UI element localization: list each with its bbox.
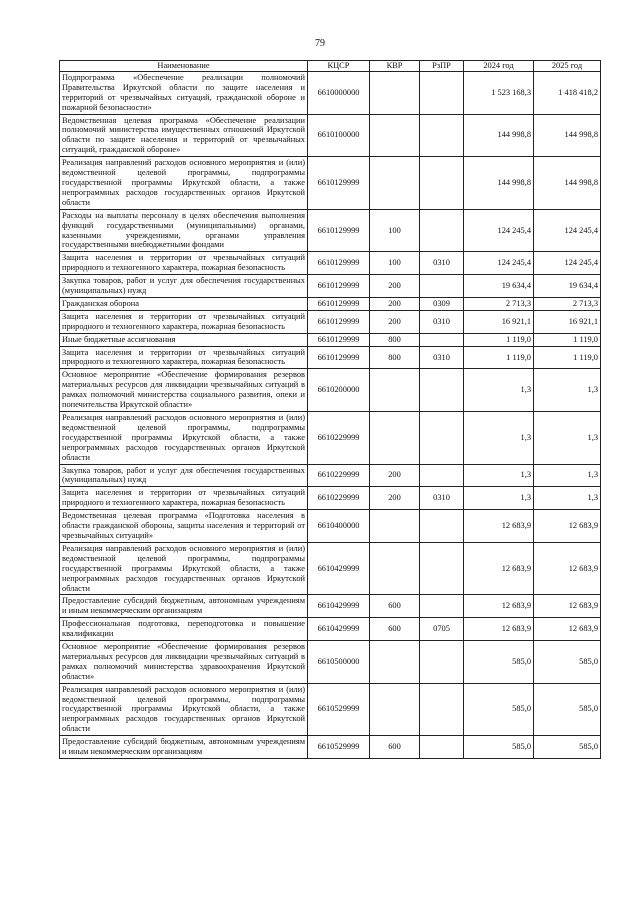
table-row (60, 209, 601, 252)
row-kvr-cell: 200 (370, 464, 420, 487)
row-2025-cell: 1,3 (534, 464, 601, 487)
row-rzpr-cell (420, 464, 464, 487)
table-row (60, 275, 601, 298)
row-kvr-cell: 600 (370, 736, 420, 759)
row-2025-cell: 12 683,9 (534, 542, 601, 595)
row-kvr-cell (370, 369, 420, 412)
row-name-cell: Реализация направлений расходов основного мероприятия и (или) ведомственной целевой программы, подпрограммы государственной программы Иркутской области, а также непрограммных расходов государственных органов Иркутской области (60, 412, 308, 465)
row-2024-cell: 12 683,9 (464, 542, 534, 595)
row-kcsr-cell: 6610529999 (308, 683, 370, 736)
row-2024-cell: 585,0 (464, 641, 534, 684)
table-row (60, 157, 601, 210)
row-kcsr-cell: 6610000000 (308, 71, 370, 114)
row-rzpr-cell: 0310 (420, 310, 464, 333)
row-2025-cell: 585,0 (534, 736, 601, 759)
row-kcsr-cell: 6610529999 (308, 736, 370, 759)
table-row (60, 346, 601, 369)
row-name-cell: Подпрограмма «Обеспечение реализации полномочий Правительства Иркутской области по защите населения и территорий от чрезвычайных ситуаций, гражданской обороне и пожарной безопасности» (60, 71, 308, 114)
row-2024-cell: 1 119,0 (464, 333, 534, 346)
header-name: Наименование (60, 61, 308, 72)
row-2025-cell: 12 683,9 (534, 510, 601, 543)
row-kcsr-cell: 6610429999 (308, 595, 370, 618)
row-kcsr-cell: 6610429999 (308, 542, 370, 595)
row-name-cell: Предоставление субсидий бюджетным, автономным учреждениям и иным некоммерческим организациям (60, 736, 308, 759)
row-2025-cell: 144 998,8 (534, 157, 601, 210)
row-2025-cell: 1,3 (534, 412, 601, 465)
row-kcsr-cell: 6610100000 (308, 114, 370, 157)
row-rzpr-cell (420, 275, 464, 298)
row-2024-cell: 1,3 (464, 412, 534, 465)
row-2025-cell: 19 634,4 (534, 275, 601, 298)
row-2025-cell: 1,3 (534, 487, 601, 510)
table-row (60, 542, 601, 595)
row-name-cell: Закупка товаров, работ и услуг для обеспечения государственных (муниципальных) нужд (60, 275, 308, 298)
table-row (60, 736, 601, 759)
row-rzpr-cell (420, 595, 464, 618)
row-rzpr-cell (420, 71, 464, 114)
row-rzpr-cell (420, 333, 464, 346)
row-2024-cell: 12 683,9 (464, 510, 534, 543)
header-rzpr: РзПР (420, 61, 464, 72)
row-2024-cell: 144 998,8 (464, 157, 534, 210)
table-row (60, 369, 601, 412)
row-2024-cell: 1 119,0 (464, 346, 534, 369)
row-kcsr-cell: 6610129999 (308, 346, 370, 369)
row-2025-cell: 1 418 418,2 (534, 71, 601, 114)
row-rzpr-cell (420, 683, 464, 736)
row-kvr-cell (370, 542, 420, 595)
row-kvr-cell: 200 (370, 487, 420, 510)
row-kvr-cell (370, 71, 420, 114)
row-kvr-cell (370, 412, 420, 465)
row-kcsr-cell: 6610200000 (308, 369, 370, 412)
row-2025-cell: 12 683,9 (534, 618, 601, 641)
table-body (60, 71, 601, 758)
table-row (60, 618, 601, 641)
row-2025-cell: 124 245,4 (534, 252, 601, 275)
row-kvr-cell: 200 (370, 275, 420, 298)
row-2025-cell: 1 119,0 (534, 333, 601, 346)
row-2024-cell: 2 713,3 (464, 297, 534, 310)
row-rzpr-cell (420, 412, 464, 465)
row-name-cell: Защита населения и территории от чрезвычайных ситуаций природного и техногенного характера, пожарная безопасность (60, 310, 308, 333)
row-kcsr-cell: 6610129999 (308, 209, 370, 252)
budget-table (59, 60, 601, 759)
row-2024-cell: 1,3 (464, 464, 534, 487)
row-name-cell: Защита населения и территории от чрезвычайных ситуаций природного и техногенного характера, пожарная безопасность (60, 346, 308, 369)
row-name-cell: Профессиональная подготовка, переподготовка и повышение квалификации (60, 618, 308, 641)
row-name-cell: Ведомственная целевая программа «Обеспечение реализации полномочий министерства имущественных отношений Иркутской области по защите населения и территорий от чрезвычайных ситуаций, гражданской обороне» (60, 114, 308, 157)
row-2024-cell: 1 523 168,3 (464, 71, 534, 114)
row-rzpr-cell: 0310 (420, 346, 464, 369)
row-name-cell: Закупка товаров, работ и услуг для обеспечения государственных (муниципальных) нужд (60, 464, 308, 487)
row-2024-cell: 16 921,1 (464, 310, 534, 333)
row-name-cell: Расходы на выплаты персоналу в целях обеспечения выполнения функций государственными (муниципальными) органами, казенными учреждениями, органами управления государственными внебюджетными фондами (60, 209, 308, 252)
row-rzpr-cell (420, 114, 464, 157)
row-kcsr-cell: 6610229999 (308, 412, 370, 465)
table-row (60, 510, 601, 543)
row-2025-cell: 585,0 (534, 641, 601, 684)
table-row (60, 412, 601, 465)
table-row (60, 641, 601, 684)
row-name-cell: Защита населения и территории от чрезвычайных ситуаций природного и техногенного характера, пожарная безопасность (60, 487, 308, 510)
row-rzpr-cell (420, 510, 464, 543)
row-name-cell: Иные бюджетные ассигнования (60, 333, 308, 346)
row-name-cell: Реализация направлений расходов основного мероприятия и (или) ведомственной целевой программы, подпрограммы государственной программы Иркутской области, а также непрограммных расходов государственных органов Иркутской области (60, 157, 308, 210)
row-name-cell: Основное мероприятие «Обеспечение формирования резервов материальных ресурсов для ликвидации чрезвычайных ситуаций в рамках полномочий министерства социального развития, опеки и попечительства Иркутской области» (60, 369, 308, 412)
row-kvr-cell: 200 (370, 310, 420, 333)
table-row (60, 333, 601, 346)
header-kvr: КВР (370, 61, 420, 72)
row-kcsr-cell: 6610129999 (308, 297, 370, 310)
row-name-cell: Ведомственная целевая программа «Подготовка населения в области гражданской обороны, защиты населения и территорий от чрезвычайных ситуаций» (60, 510, 308, 543)
row-kcsr-cell: 6610129999 (308, 333, 370, 346)
table-row (60, 252, 601, 275)
row-kcsr-cell: 6610129999 (308, 252, 370, 275)
row-2024-cell: 124 245,4 (464, 209, 534, 252)
table-row (60, 683, 601, 736)
row-kvr-cell: 600 (370, 595, 420, 618)
row-kvr-cell: 100 (370, 209, 420, 252)
row-2024-cell: 144 998,8 (464, 114, 534, 157)
table-row (60, 114, 601, 157)
header-2025: 2025 год (534, 61, 601, 72)
row-kcsr-cell: 6610229999 (308, 487, 370, 510)
row-2025-cell: 1 119,0 (534, 346, 601, 369)
table-row (60, 71, 601, 114)
row-name-cell: Реализация направлений расходов основного мероприятия и (или) ведомственной целевой программы, подпрограммы государственной программы Иркутской области, а также непрограммных расходов государственных органов Иркутской области (60, 542, 308, 595)
row-kvr-cell: 600 (370, 618, 420, 641)
row-rzpr-cell (420, 641, 464, 684)
row-rzpr-cell (420, 542, 464, 595)
row-2024-cell: 19 634,4 (464, 275, 534, 298)
row-kvr-cell (370, 114, 420, 157)
row-2025-cell: 1,3 (534, 369, 601, 412)
row-2025-cell: 2 713,3 (534, 297, 601, 310)
row-kcsr-cell: 6610429999 (308, 618, 370, 641)
row-rzpr-cell (420, 209, 464, 252)
row-kvr-cell (370, 510, 420, 543)
table-row (60, 464, 601, 487)
table-row (60, 595, 601, 618)
row-rzpr-cell: 0309 (420, 297, 464, 310)
row-2025-cell: 12 683,9 (534, 595, 601, 618)
row-kcsr-cell: 6610400000 (308, 510, 370, 543)
row-2024-cell: 12 683,9 (464, 595, 534, 618)
row-rzpr-cell: 0310 (420, 487, 464, 510)
row-kvr-cell: 200 (370, 297, 420, 310)
row-2024-cell: 1,3 (464, 369, 534, 412)
row-2025-cell: 16 921,1 (534, 310, 601, 333)
row-name-cell: Гражданская оборона (60, 297, 308, 310)
row-2024-cell: 124 245,4 (464, 252, 534, 275)
row-name-cell: Реализация направлений расходов основного мероприятия и (или) ведомственной целевой программы, подпрограммы государственной программы Иркутской области, а также непрограммных расходов государственных органов Иркутской области (60, 683, 308, 736)
row-kvr-cell: 100 (370, 252, 420, 275)
table-row (60, 310, 601, 333)
row-2024-cell: 585,0 (464, 736, 534, 759)
row-kvr-cell (370, 641, 420, 684)
row-2025-cell: 124 245,4 (534, 209, 601, 252)
row-kvr-cell: 800 (370, 346, 420, 369)
row-kcsr-cell: 6610229999 (308, 464, 370, 487)
row-rzpr-cell: 0310 (420, 252, 464, 275)
row-rzpr-cell (420, 736, 464, 759)
table-row (60, 487, 601, 510)
row-2024-cell: 585,0 (464, 683, 534, 736)
row-kvr-cell (370, 683, 420, 736)
row-kcsr-cell: 6610129999 (308, 310, 370, 333)
table-header-row (60, 61, 601, 72)
header-2024: 2024 год (464, 61, 534, 72)
table-row (60, 297, 601, 310)
row-2025-cell: 585,0 (534, 683, 601, 736)
row-rzpr-cell (420, 369, 464, 412)
row-2025-cell: 144 998,8 (534, 114, 601, 157)
row-name-cell: Основное мероприятие «Обеспечение формирования резервов материальных ресурсов для ликвидации чрезвычайных ситуаций в рамках полномочий министерства здравоохранения Иркутской области» (60, 641, 308, 684)
row-2024-cell: 1,3 (464, 487, 534, 510)
row-name-cell: Защита населения и территории от чрезвычайных ситуаций природного и техногенного характера, пожарная безопасность (60, 252, 308, 275)
row-name-cell: Предоставление субсидий бюджетным, автономным учреждениям и иным некоммерческим организациям (60, 595, 308, 618)
row-rzpr-cell: 0705 (420, 618, 464, 641)
row-2024-cell: 12 683,9 (464, 618, 534, 641)
row-kcsr-cell: 6610129999 (308, 275, 370, 298)
row-kvr-cell: 800 (370, 333, 420, 346)
row-kvr-cell (370, 157, 420, 210)
row-kcsr-cell: 6610500000 (308, 641, 370, 684)
header-kcsr: КЦСР (308, 61, 370, 72)
row-rzpr-cell (420, 157, 464, 210)
page-number: 79 (315, 38, 325, 49)
row-kcsr-cell: 6610129999 (308, 157, 370, 210)
